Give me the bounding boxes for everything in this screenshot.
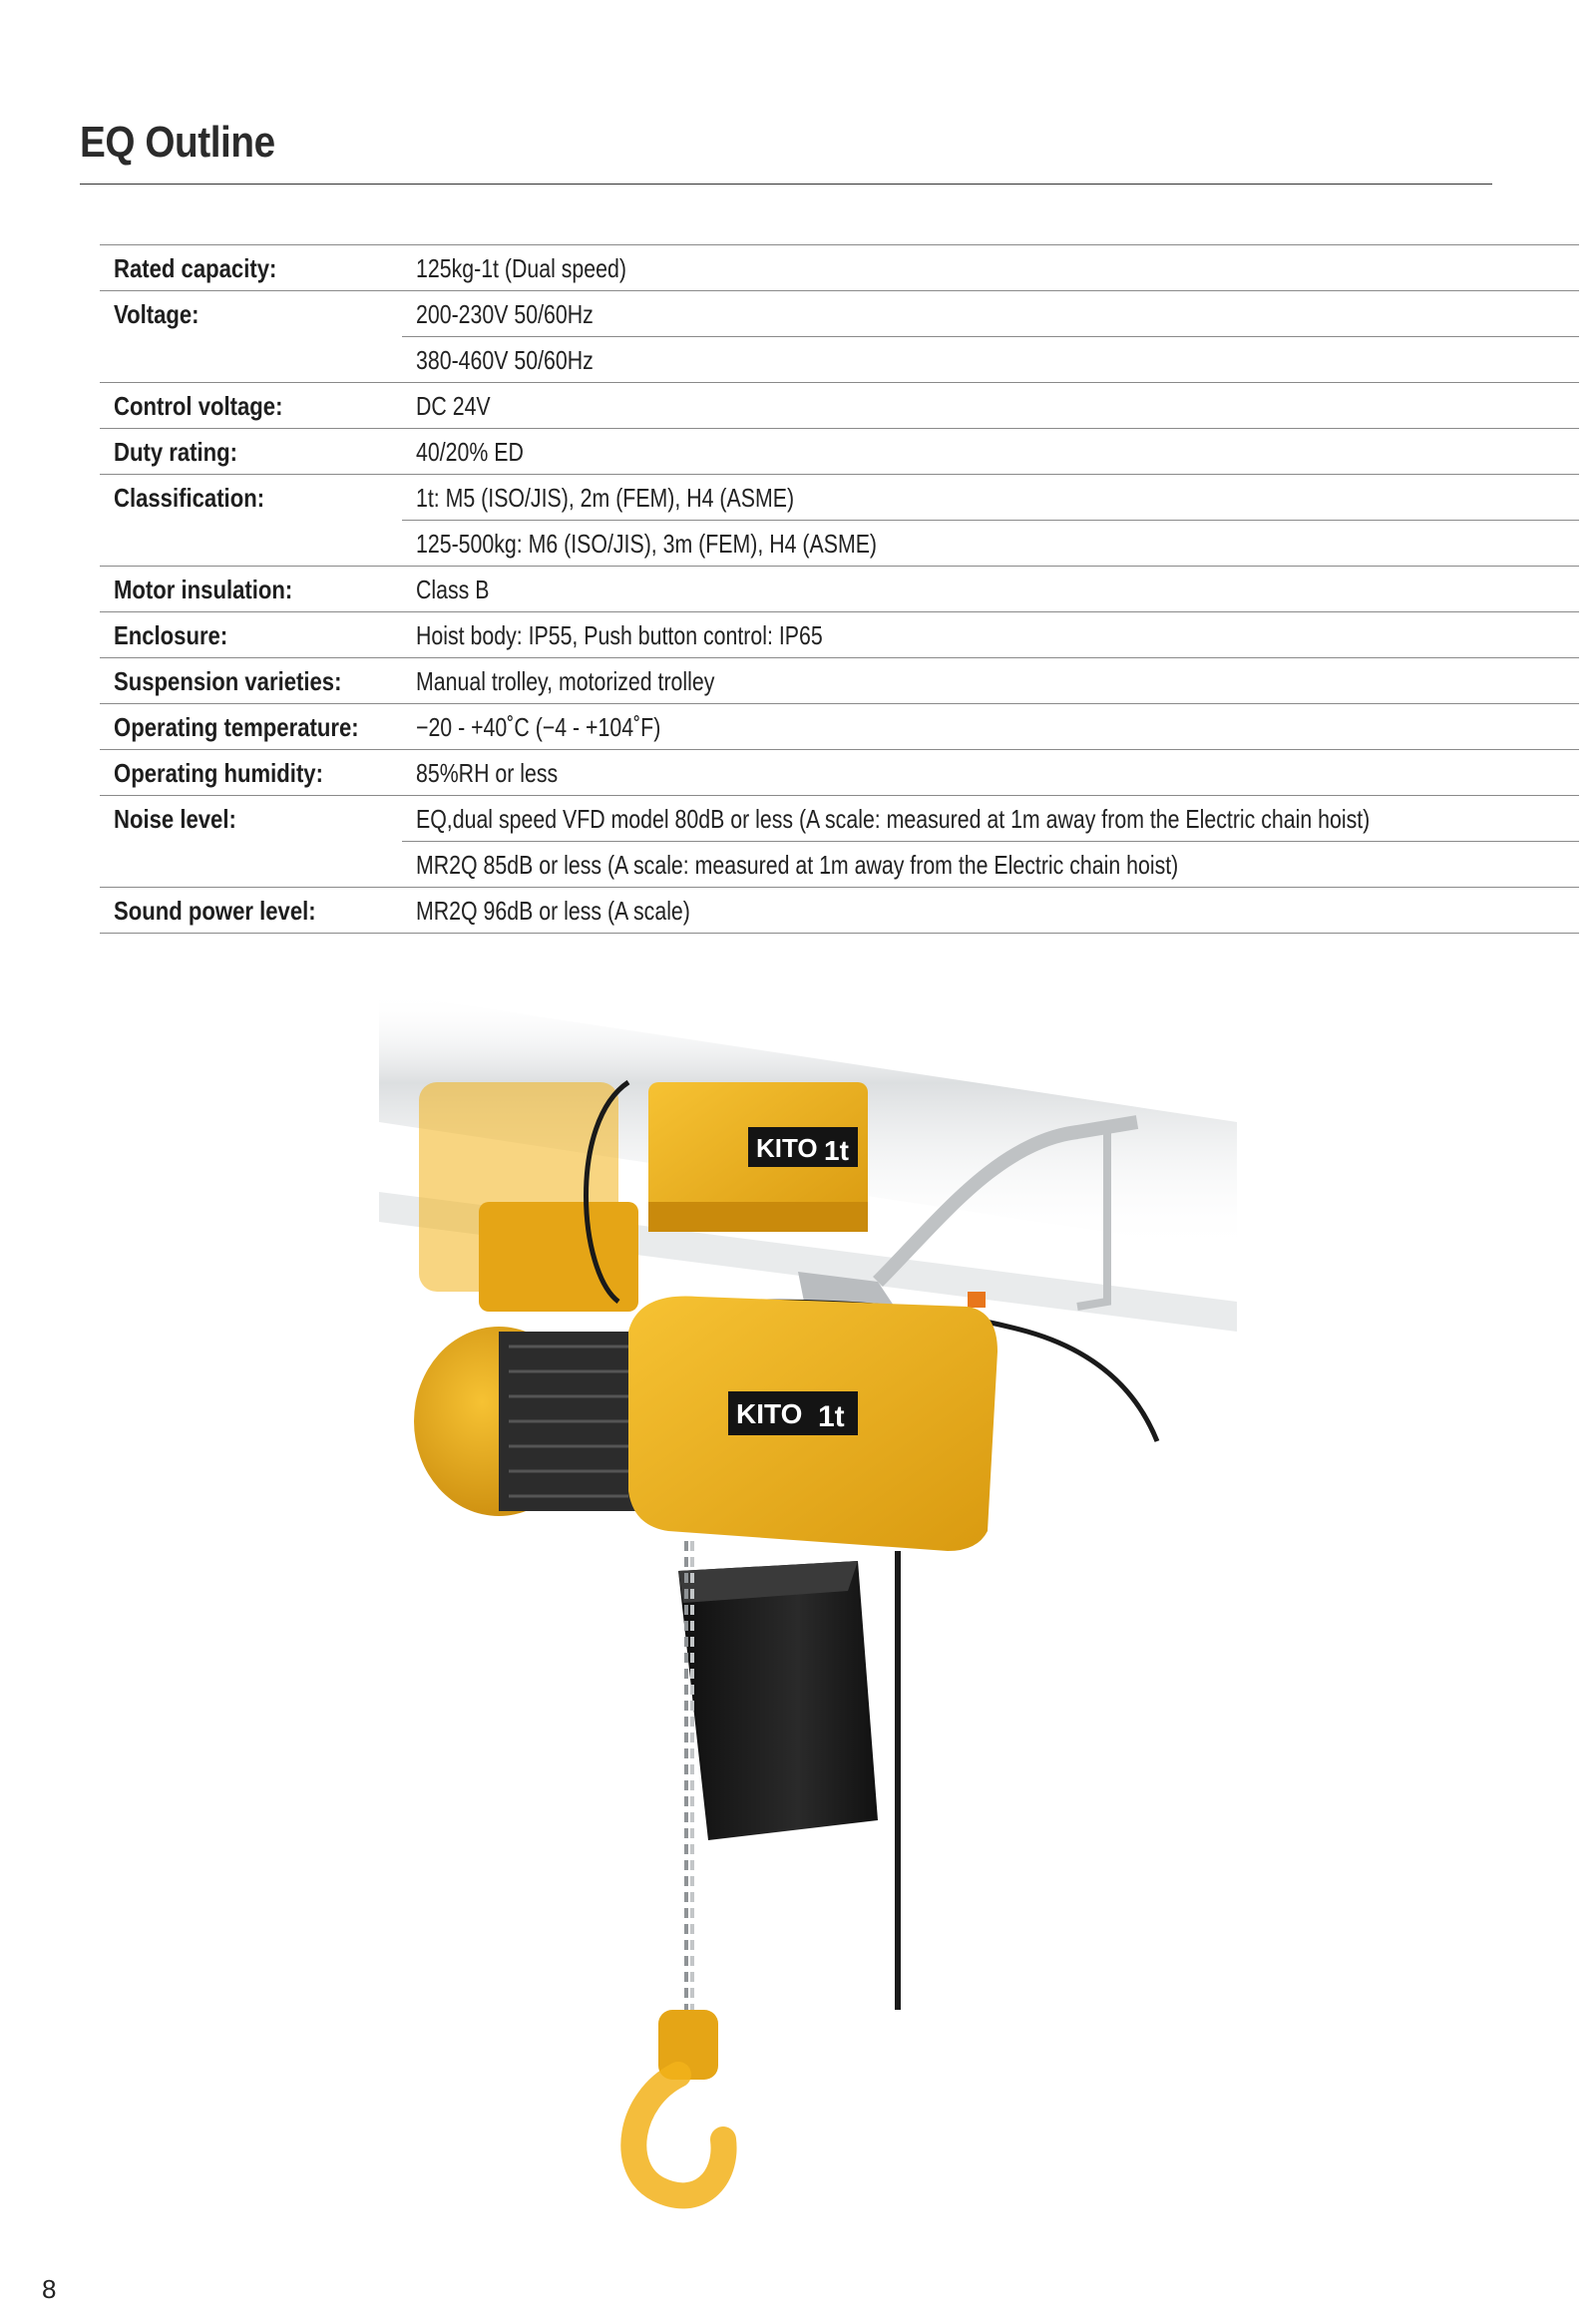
spec-label: Voltage:	[114, 298, 200, 329]
electric-chain-hoist-photo	[379, 972, 1237, 2224]
spec-value: −20 - +40˚C (−4 - +104˚F)	[402, 704, 1579, 750]
page-number: 8	[42, 2274, 57, 2304]
pendant-control	[678, 1551, 898, 2010]
spec-label: Classification:	[114, 482, 265, 513]
hoist-brand-label: KITO	[736, 1398, 803, 1429]
spec-value: EQ,dual speed VFD model 80dB or less (A scale: measured at 1m away from the Electric chain hoist)	[402, 796, 1579, 842]
spec-row	[100, 842, 1579, 888]
spec-value: 380-460V 50/60Hz	[402, 337, 1579, 383]
spec-row	[100, 567, 1579, 612]
trolley-brand-label: KITO	[756, 1133, 818, 1163]
spec-label: Motor insulation:	[100, 567, 402, 612]
trolley-capacity-label: 1t	[824, 1135, 849, 1166]
spec-label	[100, 337, 402, 383]
spec-value: 85%RH or less	[402, 750, 1579, 796]
spec-row	[100, 658, 1579, 704]
spec-value: 125-500kg: M6 (ISO/JIS), 3m (FEM), H4 (ASME)	[402, 521, 1579, 567]
spec-value: MR2Q 85dB or less (A scale: measured at 1m away from the Electric chain hoist)	[402, 842, 1579, 888]
spec-row	[100, 796, 1579, 842]
spec-value: Manual trolley, motorized trolley	[402, 658, 1579, 704]
spec-label: Suspension varieties:	[100, 658, 402, 704]
spec-row	[100, 750, 1579, 796]
hoist-kito-badge	[728, 1391, 858, 1435]
trolley-kito-badge	[748, 1127, 858, 1167]
spec-row	[100, 429, 1579, 475]
spec-row	[100, 291, 1579, 337]
hoist-body	[628, 1296, 998, 1551]
hook	[633, 2010, 723, 2195]
spec-table	[100, 244, 1579, 934]
spec-value: 200-230V 50/60Hz	[402, 291, 1579, 337]
spec-label: Enclosure:	[100, 612, 402, 658]
spec-label: Noise level:	[114, 803, 236, 834]
spec-value: 125kg-1t (Dual speed)	[402, 245, 1579, 291]
spec-value: DC 24V	[402, 383, 1579, 429]
spec-label: Sound power level:	[100, 888, 402, 934]
spec-row	[100, 475, 1579, 521]
spec-row	[100, 704, 1579, 750]
spec-value: 40/20% ED	[402, 429, 1579, 475]
spec-row	[100, 612, 1579, 658]
hoist-capacity-label: 1t	[818, 1400, 845, 1433]
spec-row	[100, 521, 1579, 567]
spec-label	[100, 842, 402, 888]
spec-label: Operating temperature:	[100, 704, 402, 750]
spec-label: Duty rating:	[100, 429, 402, 475]
spec-label: Control voltage:	[100, 383, 402, 429]
spec-label	[100, 521, 402, 567]
spec-value: Hoist body: IP55, Push button control: IP65	[402, 612, 1579, 658]
spec-value: Class B	[402, 567, 1579, 612]
spec-row	[100, 245, 1579, 291]
hoist-motor	[414, 1327, 638, 1516]
spec-value: MR2Q 96dB or less (A scale)	[402, 888, 1579, 934]
page-title: EQ Outline	[80, 118, 275, 167]
spec-row	[100, 888, 1579, 934]
spec-row	[100, 383, 1579, 429]
spec-label: Operating humidity:	[100, 750, 402, 796]
title-divider	[80, 184, 1492, 185]
spec-label: Rated capacity:	[100, 245, 402, 291]
spec-row	[100, 337, 1579, 383]
spec-value: 1t: M5 (ISO/JIS), 2m (FEM), H4 (ASME)	[402, 475, 1579, 521]
